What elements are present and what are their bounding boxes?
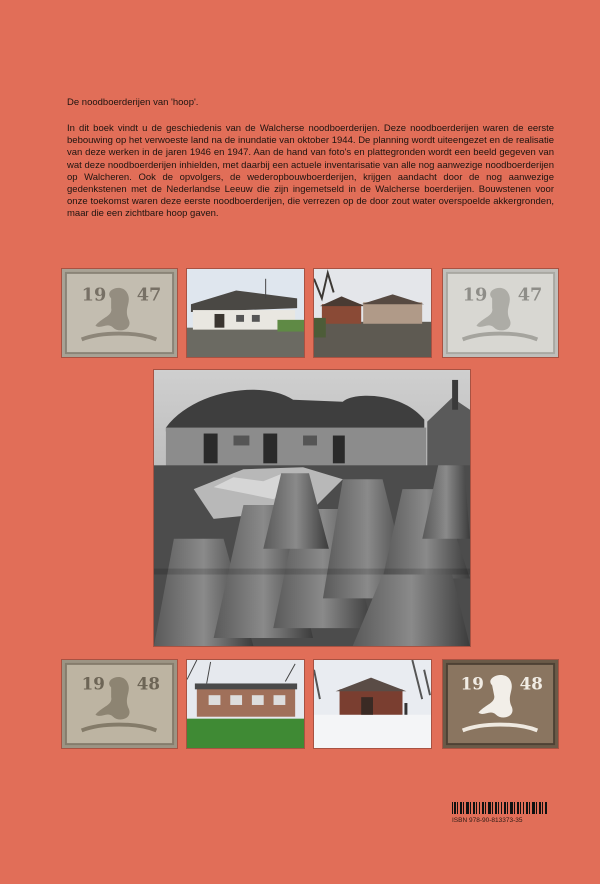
farmyard-photo <box>313 268 432 358</box>
barcode <box>452 802 548 814</box>
farmhouse-photo <box>186 268 305 358</box>
stone-year-left: 19 <box>462 284 488 306</box>
stone-year-left: 19 <box>81 284 107 306</box>
isbn-block <box>452 802 552 824</box>
stone-year-right: 47 <box>136 284 162 306</box>
stone-year-left: 19 <box>81 673 105 694</box>
stone-year-left: 19 <box>460 673 484 694</box>
memorial-stone-photo <box>442 268 559 358</box>
stone-year-right: 48 <box>519 673 543 694</box>
farmhouse-photo <box>186 659 305 749</box>
stone-year-right: 47 <box>517 284 543 306</box>
isbn-number: ISBN 978-90-813373-35 <box>452 817 523 824</box>
stone-year-right: 48 <box>136 673 160 694</box>
cover-description: In dit boek vindt u de geschiedenis van de Walcherse noodboerderijen. Deze noodboerderijen waren de eerste bebouwing op het verwoeste land na de inundatie van oktober 1944. De planning wordt uiteengezet en de realisatie van deze werken in de jaren 1946 en 1947. Aan de hand van foto's en plattegronden wordt een beeld gegeven van wat deze noodboerderijen inhielden, met daarbij een actuele inventarisatie van alle nog aanwezige noodboerderijen op Walcheren. Ook de opvolgers, de wederopbouwboerderijen, krijgen aandacht door de nog aanwezige gedenkstenen met de Nederlandse Leeuw die zijn ingemetseld in de Walcherse boerderijen. Bouwstenen voor onze toekomst waren deze eerste noodboerderijen, die verrezen op de door zout water overspoelde akkergronden, maar die een zichtbare hoop gaven. <box>67 123 554 220</box>
memorial-stone-photo <box>61 268 178 358</box>
historic-noodboerderij-photo <box>153 369 471 647</box>
memorial-stone-photo <box>61 659 178 749</box>
barn-snow-photo <box>313 659 432 749</box>
memorial-stone-photo <box>442 659 559 749</box>
cover-title: De noodboerderijen van 'hoop'. <box>67 97 199 108</box>
